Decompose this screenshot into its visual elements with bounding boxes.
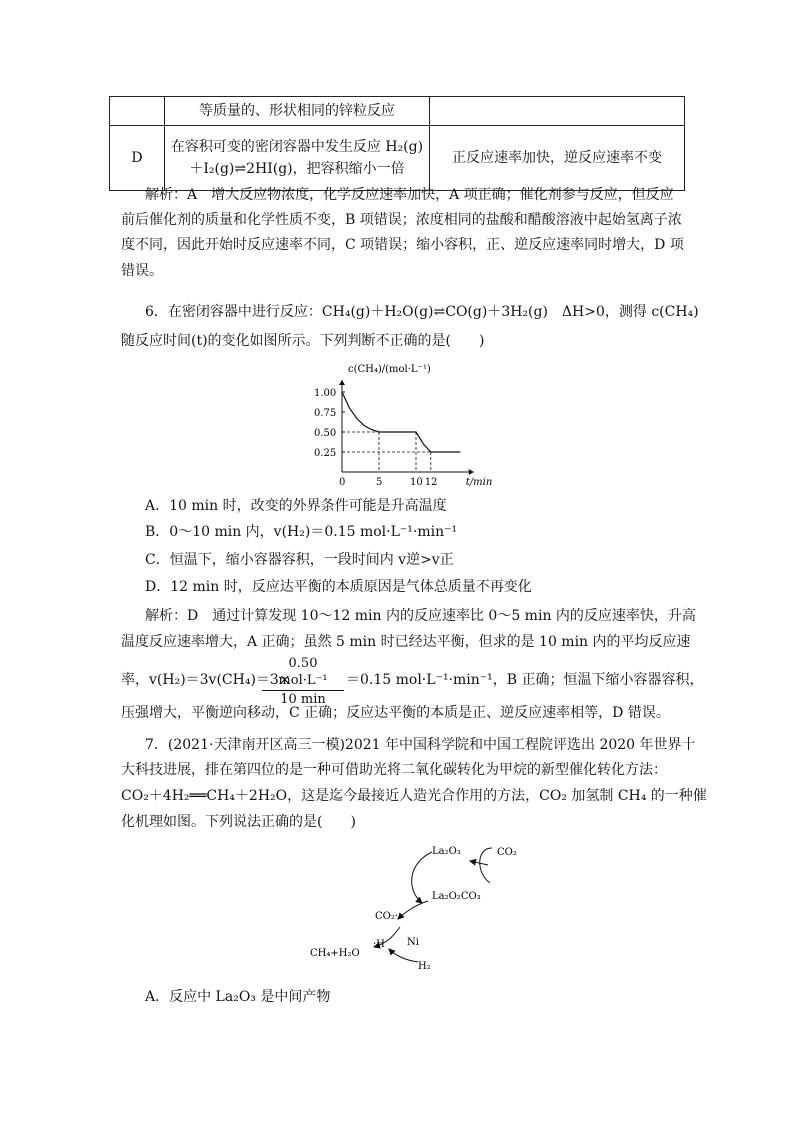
analysis-line: 压强增大，平衡逆向移动，C 正确；反应达平衡的本质是正、逆反应速率相等，D 错误。 [121, 705, 670, 721]
table-cell [165, 126, 430, 191]
option-a: A．10 min 时，改变的外界条件可能是升高温度 [145, 498, 447, 514]
question-stem: 随反应时间(t)的变化如图所示。下列判断不正确的是( ) [121, 333, 485, 349]
question-stem: 大科技进展，排在第四位的是一种可借助光将二氧化碳转化为甲烷的新型催化转化方法： [121, 762, 667, 778]
arrow [470, 861, 488, 865]
co2-label: CO₂ [497, 847, 517, 858]
question-stem: 6．在密闭容器中进行反应：CH₄(g)＋H₂O(g)⇌CO(g)＋3H₂(g) ΔH>0，测得 c(CH₄) [145, 304, 699, 320]
x-tick-label: 0 [339, 477, 346, 488]
option-d: D．12 min 时，反应达平衡的本质原因是气体总质量不再变化 [145, 579, 532, 595]
table-cell [110, 97, 165, 126]
y-tick-label: 1.00 [314, 388, 337, 399]
arrow [389, 949, 418, 962]
products-label: CH₄+H₂O [310, 948, 360, 959]
y-tick-label: 0.75 [314, 408, 337, 419]
y-axis-arrow [339, 380, 345, 385]
cell-line: 在容积可变的密闭容器中发生反应 H₂(g) [170, 139, 424, 155]
arrow [412, 852, 432, 903]
x-tick-label: 5 [376, 477, 383, 488]
table-cell: D [110, 126, 165, 191]
x-axis-arrow [469, 469, 474, 475]
x-axis-label: t/min [465, 477, 493, 488]
concentration-series-line [342, 392, 460, 452]
co2-adsorbed-label: CO₂· [375, 911, 399, 922]
y-axis-label: c(CH₄)/(mol·L⁻¹) [348, 364, 431, 375]
analysis-line: 度不同，因此开始时反应速率不同，C 项错误；缩小容积，正、逆反应速率同时增大，D 项 [121, 237, 684, 253]
table-cell: 等质量的、形状相同的锌粒反应 [165, 97, 430, 126]
option-b: B．0～10 min 内，v(H₂)＝0.15 mol·L⁻¹·min⁻¹ [145, 524, 458, 540]
analysis-line: 错误。 [121, 263, 163, 279]
fraction [262, 655, 344, 708]
option-c: C．恒温下，缩小容器容积，一段时间内 v逆>v正 [145, 552, 454, 568]
options-table [109, 96, 685, 191]
arrow [480, 848, 492, 883]
analysis-line: 前后催化剂的质量和化学性质不变，B 项错误；浓度相同的盐酸和醋酸溶液中起始氢离子浓 [121, 212, 682, 228]
option-a: A．反应中 La₂O₃ 是中间产物 [145, 989, 331, 1005]
y-tick-label: 0.25 [314, 448, 337, 459]
question-stem: CO₂＋4H₂══CH₄＋2H₂O，这是迄今最接近人造光合作用的方法，CO₂ 加氢制 CH₄ 的一种催 [121, 788, 707, 804]
analysis-line: 温度反应速率增大，A 正确；虽然 5 min 时已经达平衡，但求的是 10 min 内的平均反应速 [121, 634, 691, 650]
analysis-line: ＝0.15 mol·L⁻¹·min⁻¹，B 正确；恒温下缩小容器容积， [346, 672, 704, 688]
analysis-line: 解析：D 通过计算发现 10～12 min 内的反应速率比 0～5 min 内的反应速率快，升高 [145, 608, 696, 624]
concentration-chart [300, 362, 530, 492]
table-cell: 正反应速率加快，逆反应速率不变 [430, 126, 685, 191]
cell-line: ＋I₂(g)⇌2HI(g)，把容积缩小一倍 [189, 161, 405, 177]
table-cell [430, 97, 685, 126]
y-tick-label: 0.50 [314, 428, 337, 439]
analysis-line: 解析：A 增大反应物浓度，化学反应速率加快，A 项正确；催化剂参与反应，但反应 [145, 187, 674, 203]
question-stem: 化机理如图。下列说法正确的是( ) [121, 814, 356, 830]
ni-label: Ni [407, 937, 419, 948]
fraction-numerator: 0.50 mol·L⁻¹ [262, 655, 344, 691]
analysis-line: 率，v(H₂)＝3v(CH₄)＝3× [121, 672, 291, 688]
la2o2co3-label: La₂O₂CO₃ [432, 891, 481, 902]
h2-label: H₂ [418, 961, 431, 972]
question-stem: 7．(2021·天津南开区高三一模)2021 年中国科学院和中国工程院评选出 2020 年世界十 [145, 737, 696, 753]
la2o3-label: La₂O₃ [432, 846, 461, 857]
h-label: ·H [373, 939, 385, 950]
x-tick-label: 10 [410, 477, 423, 488]
arrow [398, 901, 428, 919]
table-row [110, 97, 685, 126]
table-row [110, 126, 685, 191]
mechanism-diagram [300, 835, 540, 975]
x-tick-label: 12 [424, 477, 438, 488]
fraction-denominator: 10 min [280, 692, 326, 707]
